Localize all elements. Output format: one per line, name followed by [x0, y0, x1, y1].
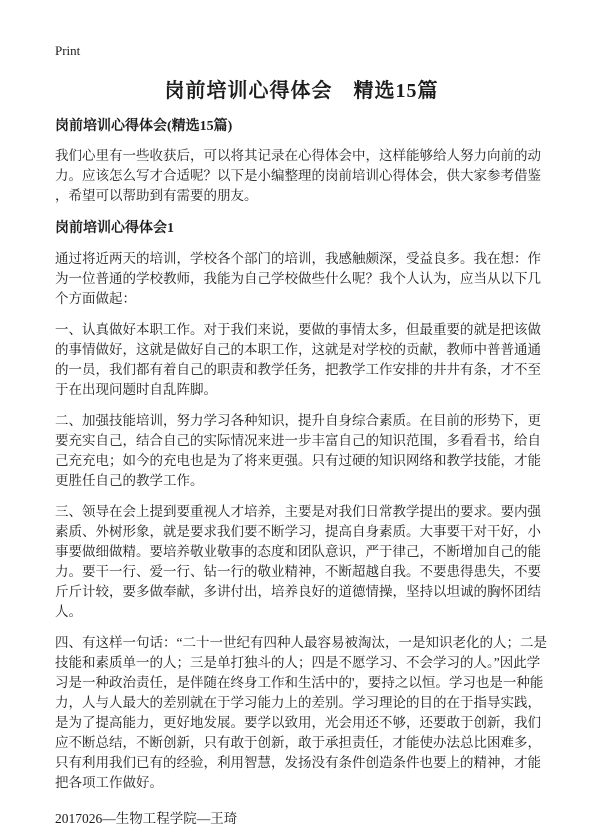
print-button[interactable]: Print: [55, 43, 81, 58]
paragraph-point-2: 二、加强技能培训，努力学习各种知识，提升自身综合素质。在目前的形势下，更要充实自己，结合自己的实际情况来进一步丰富自己的知识范围，多看看书，给自己充充电；如今的充电也是为了将来更强。只有过硬的知识网络和教学技能，才能更胜任自己的教学工作。: [55, 413, 541, 488]
article-subtitle: 岗前培训心得体会(精选15篇): [55, 119, 233, 134]
intro-paragraph: 我们心里有一些收获后，可以将其记录在心得体会中，这样能够给人努力向前的动力。应该怎么写才合适呢？以下是小编整理的岗前培训心得体会，供大家参考借鉴，希望可以帮助到有需要的朋友。: [55, 148, 541, 203]
paragraph-opening: 通过将近两天的培训，学校各个部门的培训，我感触颇深，受益良多。我在想：作为一位普通的学校教师，我能为自己学校做些什么呢？我个人认为，应当从以下几个方面做起：: [55, 251, 541, 306]
paragraph-point-4: 四、有这样一句话：“二十一世纪有四种人最容易被淘汰，一是知识老化的人；二是技能和素质单一的人；三是单打独斗的人；四是不愿学习、不会学习的人。”因此学习是一种政治责任，是伴随在终身工作和生活中的'，要持之以恒。学习也是一种能力，人与人最大的差别就在于学习能力上的差别。学习理论的目的在于指导实践，是为了提高能力，更好地发展。要学以致用，光会用还不够，还要敢于创新，我们应不断总结，不断创新，只有敢于创新，敢于承担责任，才能使办法总比困难多，只有利用我们已有的经验，利用智慧，发扬没有条件创造条件也要上的精神，才能把各项工作做好。: [55, 635, 547, 790]
signature: 2017026—生物工程学院—王琦: [55, 811, 238, 826]
paragraph-point-3: 三、领导在会上提到要重视人才培养，主要是对我们日常教学提出的要求。要内强素质、外树形象，就是要求我们要不断学习，提高自身素质。大事要干对干好，小事要做细做精。要培养敬业敬事的态度和团队意识，严于律己，不断增加自己的能力。要干一行、爱一行、钻一行的敬业精神，不断超越自我。不要患得患失，不要斤斤计较，要多做奉献，多讲付出，培养良好的道德情操，坚持以坦诚的胸怀团结人。: [55, 504, 541, 619]
page-title: 岗前培训心得体会 精选15篇: [164, 80, 439, 102]
paragraph-point-1: 一、认真做好本职工作。对于我们来说，要做的事情太多，但最重要的就是把该做的事情做好，这就是做好自己的本职工作，这就是对学校的贡献，教师中普普通通的一员，我们都有着自己的职责和教学任务，把教学工作安排的井井有条，才不至于在出现问题时自乱阵脚。: [55, 322, 541, 397]
section-heading: 岗前培训心得体会1: [55, 221, 174, 236]
